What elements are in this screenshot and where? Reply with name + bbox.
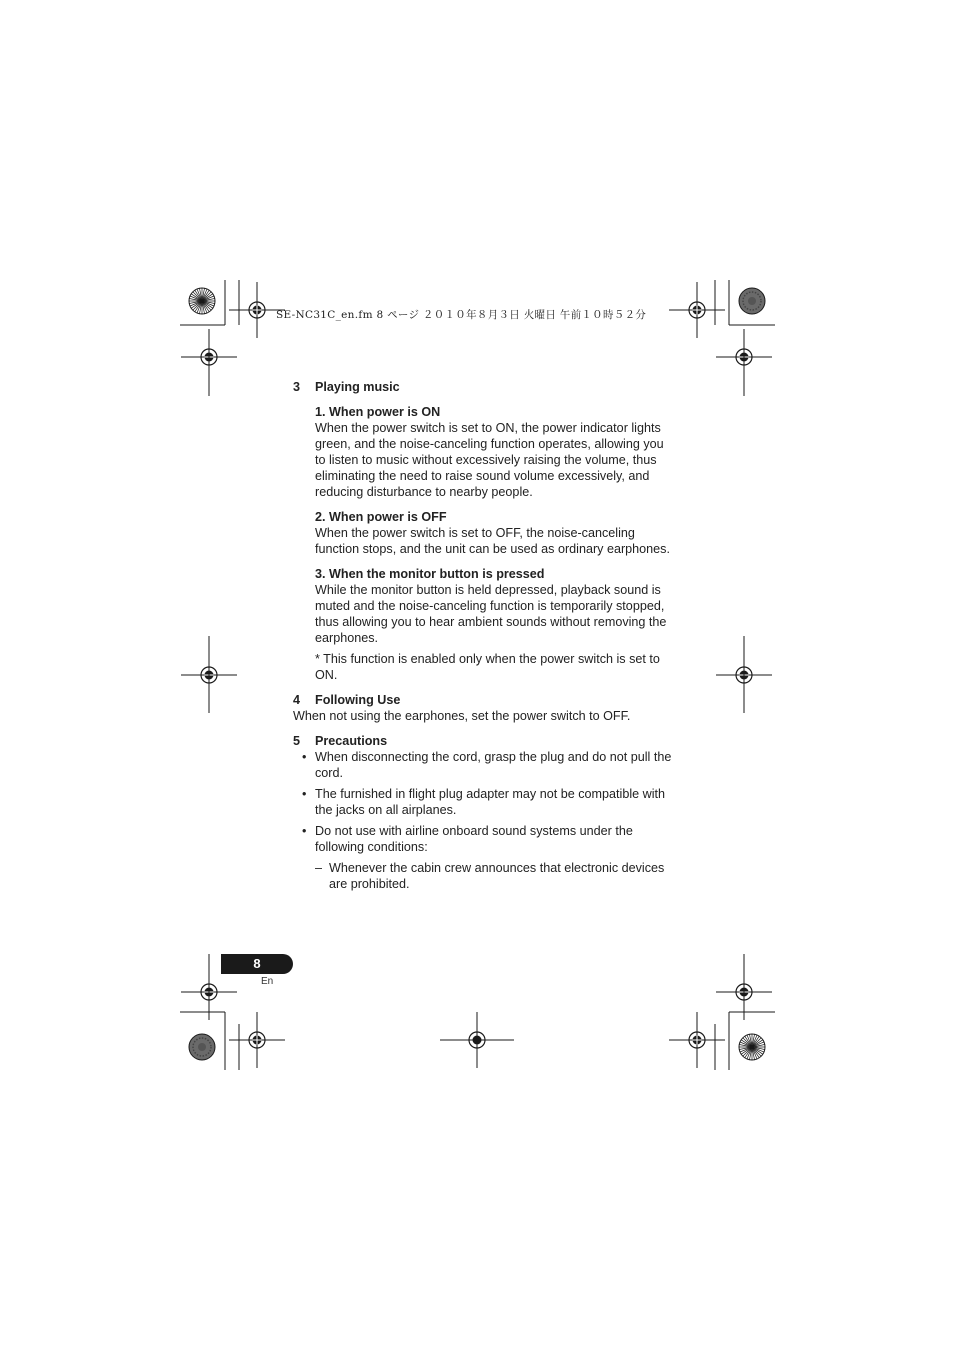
section-playing-music bbox=[293, 379, 673, 683]
gray-target-top-right bbox=[739, 288, 765, 314]
list-item bbox=[293, 749, 673, 781]
section-body: When not using the earphones, set the power switch to OFF. bbox=[293, 709, 631, 723]
registration-mark-top-right bbox=[669, 282, 725, 338]
precautions-list bbox=[293, 749, 673, 892]
subsection-body: When the power switch is set to ON, the power indicator lights green, and the noise-canceling function operates, allowing you to listen to music without excessively raising the volume, thus eliminating the need to raise sound volume excessively, and reducing disturbance to nearby people. bbox=[315, 421, 664, 499]
bullet-glyph: • bbox=[302, 824, 307, 838]
section-number: 3 bbox=[293, 380, 301, 394]
print-slug: SE-NC31C_en.fm 8 ページ ２０１０年８月３日 火曜日 午前１０時５２分 bbox=[276, 309, 647, 321]
star-target-top-left bbox=[189, 288, 215, 314]
section-title: Precautions bbox=[315, 734, 388, 748]
section-title: Playing music bbox=[315, 380, 400, 394]
list-item-text: Do not use with airline onboard sound systems under the following conditions: bbox=[315, 824, 633, 854]
subsection-title: 2. When power is OFF bbox=[315, 510, 447, 524]
footnote: * This function is enabled only when the power switch is set to ON. bbox=[315, 652, 660, 682]
subsection-body: When the power switch is set to OFF, the noise-canceling function stops, and the unit can be used as ordinary earphones. bbox=[315, 526, 670, 556]
manual-content bbox=[293, 379, 673, 892]
bullet-glyph: • bbox=[302, 750, 307, 764]
section-title: Following Use bbox=[315, 693, 401, 707]
list-item bbox=[293, 823, 673, 855]
star-target-bottom-right bbox=[739, 1034, 765, 1060]
subsection-title: 3. When the monitor button is pressed bbox=[315, 567, 545, 581]
list-item-text: The furnished in flight plug adapter may not be compatible with the jacks on all airplanes. bbox=[315, 787, 666, 817]
registration-mark-bottom-right bbox=[669, 1012, 725, 1068]
bullet-glyph: • bbox=[302, 787, 307, 801]
subsection-power-on bbox=[315, 404, 673, 500]
section-heading bbox=[293, 692, 673, 708]
section-heading bbox=[293, 733, 673, 749]
registration-mark-top bbox=[229, 282, 285, 338]
dash-glyph: – bbox=[315, 861, 323, 875]
subsection-power-off bbox=[315, 509, 673, 557]
subsection-body: While the monitor button is held depressed, playback sound is muted and the noise-canceling function is temporarily stopped, thus allowing you to hear ambient sounds without removing the earphones. bbox=[315, 583, 667, 645]
section-number: 5 bbox=[293, 734, 301, 748]
page-number-badge: 8 bbox=[221, 954, 293, 974]
list-item bbox=[293, 786, 673, 818]
subsection-monitor-button bbox=[315, 566, 673, 683]
section-following-use bbox=[293, 692, 673, 724]
list-item-text: When disconnecting the cord, grasp the plug and do not pull the cord. bbox=[315, 750, 672, 780]
section-precautions bbox=[293, 733, 673, 892]
gray-target-bottom-left bbox=[189, 1034, 215, 1060]
sub-list-item-text: Whenever the cabin crew announces that electronic devices are prohibited. bbox=[329, 861, 665, 891]
subsection-title: 1. When power is ON bbox=[315, 405, 441, 419]
sub-list-item bbox=[293, 860, 673, 892]
page-language: En bbox=[261, 976, 274, 987]
section-heading bbox=[293, 379, 673, 395]
registration-mark-bottom-left bbox=[229, 1012, 285, 1068]
section-number: 4 bbox=[293, 693, 301, 707]
